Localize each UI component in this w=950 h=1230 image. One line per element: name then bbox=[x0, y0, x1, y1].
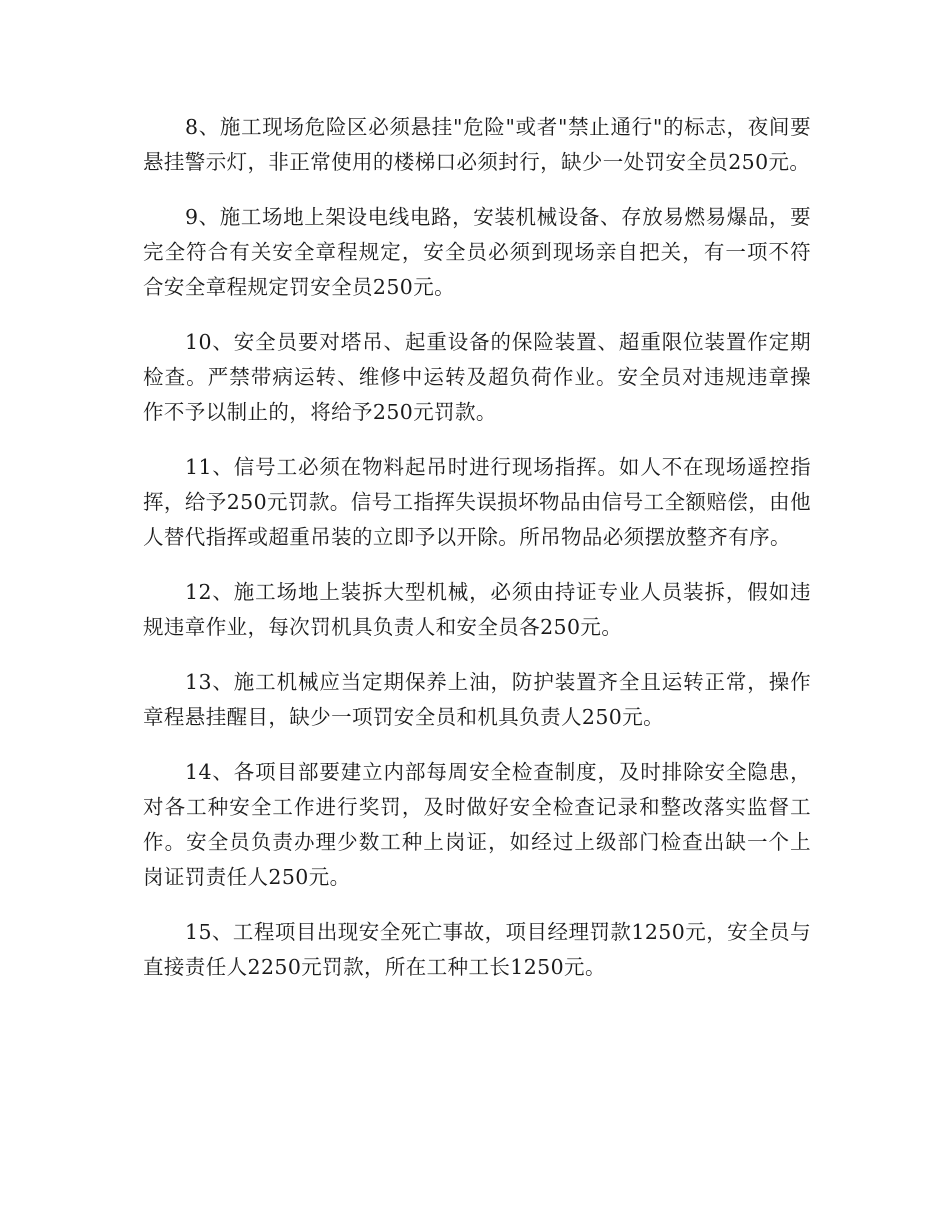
paragraph-item-8: 8、施工现场危险区必须悬挂"危险"或者"禁止通行"的标志，夜间要悬挂警示灯，非正常使用的楼梯口必须封行，缺少一处罚安全员250元。 bbox=[143, 115, 811, 174]
paragraph-item-10: 10、安全员要对塔吊、起重设备的保险装置、超重限位装置作定期检查。严禁带病运转、维修中运转及超负荷作业。安全员对违规违章操作不予以制止的，将给予250元罚款。 bbox=[143, 330, 811, 424]
paragraph-item-13: 13、施工机械应当定期保养上油，防护装置齐全且运转正常，操作章程悬挂醒目，缺少一项罚安全员和机具负责人250元。 bbox=[143, 670, 811, 729]
paragraph-item-11: 11、信号工必须在物料起吊时进行现场指挥。如人不在现场遥控指挥，给予250元罚款。信号工指挥失误损坏物品由信号工全额赔偿，由他人替代指挥或超重吊装的立即予以开除。所吊物品必须摆放整齐有序。 bbox=[143, 455, 811, 549]
paragraph-item-12: 12、施工场地上装拆大型机械，必须由持证专业人员装拆，假如违规违章作业，每次罚机具负责人和安全员各250元。 bbox=[143, 580, 811, 639]
paragraph-item-9: 9、施工场地上架设电线电路，安装机械设备、存放易燃易爆品，要完全符合有关安全章程规定，安全员必须到现场亲自把关，有一项不符合安全章程规定罚安全员250元。 bbox=[143, 205, 811, 299]
document-body bbox=[143, 110, 811, 1005]
paragraph-item-14: 14、各项目部要建立内部每周安全检查制度，及时排除安全隐患，对各工种安全工作进行奖罚，及时做好安全检查记录和整改落实监督工作。安全员负责办理少数工种上岗证，如经过上级部门检查出缺一个上岗证罚责任人250元。 bbox=[143, 760, 811, 889]
paragraph-item-15: 15、工程项目出现安全死亡事故，项目经理罚款1250元，安全员与直接责任人2250元罚款，所在工种工长1250元。 bbox=[143, 920, 811, 979]
